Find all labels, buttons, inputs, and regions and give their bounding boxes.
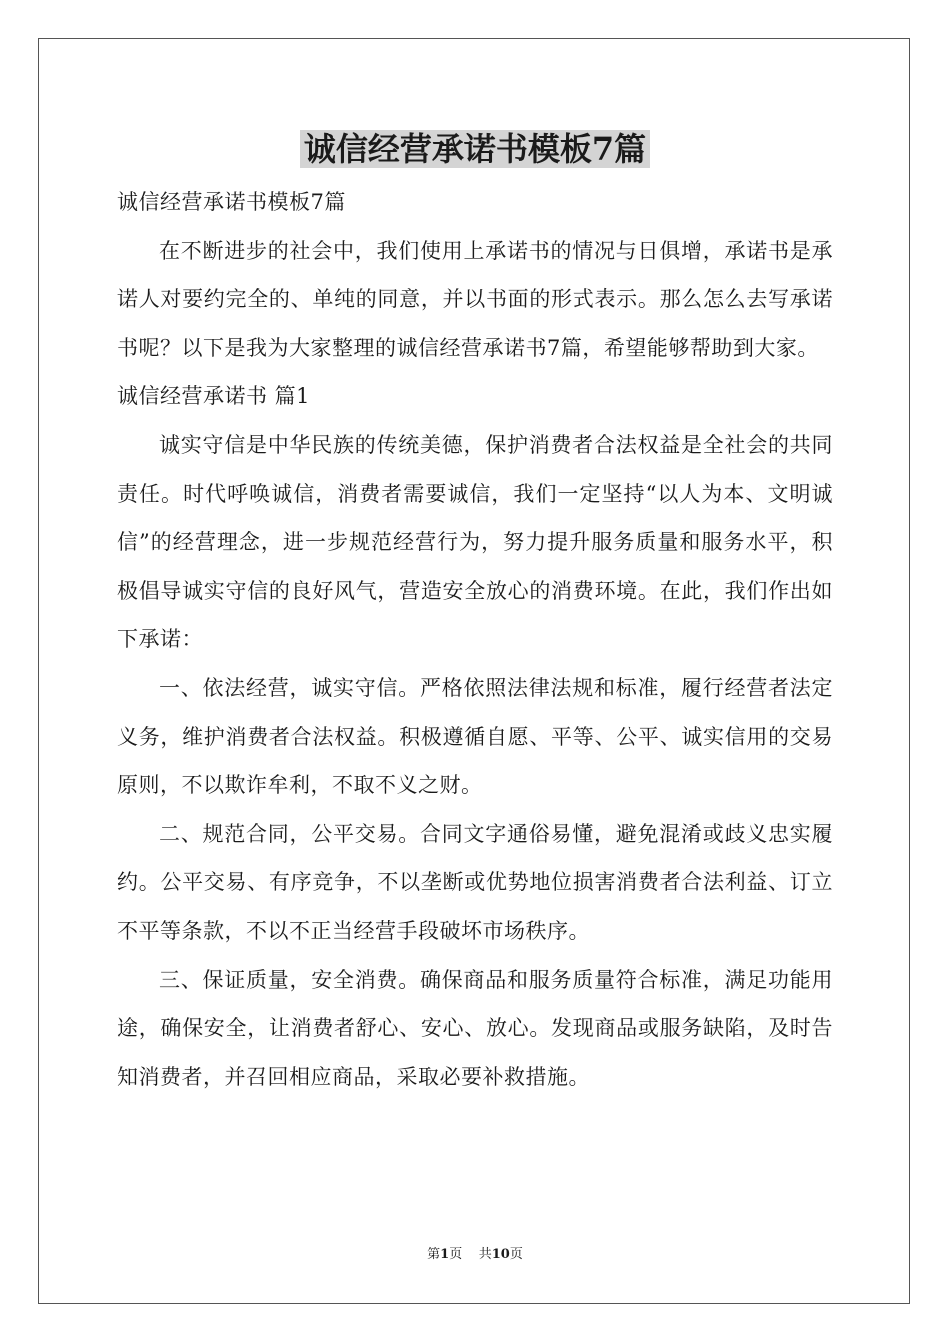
intro-paragraph: 在不断进步的社会中，我们使用上承诺书的情况与日俱增，承诺书是承诺人对要约完全的、单纯的同意，并以书面的形式表示。那么怎么去写承诺书呢？以下是我为大家整理的诚信经营承诺书7篇，希望能够帮助到大家。 <box>117 238 833 360</box>
page-suffix: 页 <box>449 1247 463 1262</box>
page-footer <box>0 1245 950 1265</box>
commitment-item-2: 二、规范合同，公平交易。合同文字通俗易懂，避免混淆或歧义忠实履约。公平交易、有序竞争，不以垄断或优势地位损害消费者合法利益、订立不平等条款，不以不正当经营手段破坏市场秩序。 <box>117 821 833 943</box>
page-prefix: 第 <box>427 1247 441 1262</box>
commitment-item-3: 三、保证质量，安全消费。确保商品和服务质量符合标准，满足功能用途，确保安全，让消费者舒心、安心、放心。发现商品或服务缺陷，及时告知消费者，并召回相应商品，采取必要补救措施。 <box>117 967 833 1089</box>
total-prefix: 共 <box>478 1247 492 1262</box>
document-title-text: 诚信经营承诺书模板7篇 <box>300 130 650 168</box>
page-current: 1 <box>440 1247 450 1262</box>
section-heading: 诚信经营承诺书 篇1 <box>117 384 311 409</box>
subtitle-line: 诚信经营承诺书模板7篇 <box>117 190 346 214</box>
document-title <box>0 124 950 174</box>
commitment-item-1: 一、依法经营，诚实守信。严格依照法律法规和标准，履行经营者法定义务，维护消费者合法权益。积极遵循自愿、平等、公平、诚实信用的交易原则，不以欺诈牟利，不取不义之财。 <box>117 675 833 798</box>
document-body <box>117 178 833 1101</box>
page-total: 10 <box>491 1247 510 1262</box>
total-suffix: 页 <box>509 1247 523 1262</box>
body-paragraph: 诚实守信是中华民族的传统美德，保护消费者合法权益是全社会的共同责任。时代呼唤诚信，消费者需要诚信，我们一定坚持“以人为本、文明诚信”的经营理念，进一步规范经营行为，努力提升服务质量和服务水平，积极倡导诚实守信的良好风气，营造安全放心的消费环境。在此，我们作出如下承诺： <box>117 432 833 652</box>
